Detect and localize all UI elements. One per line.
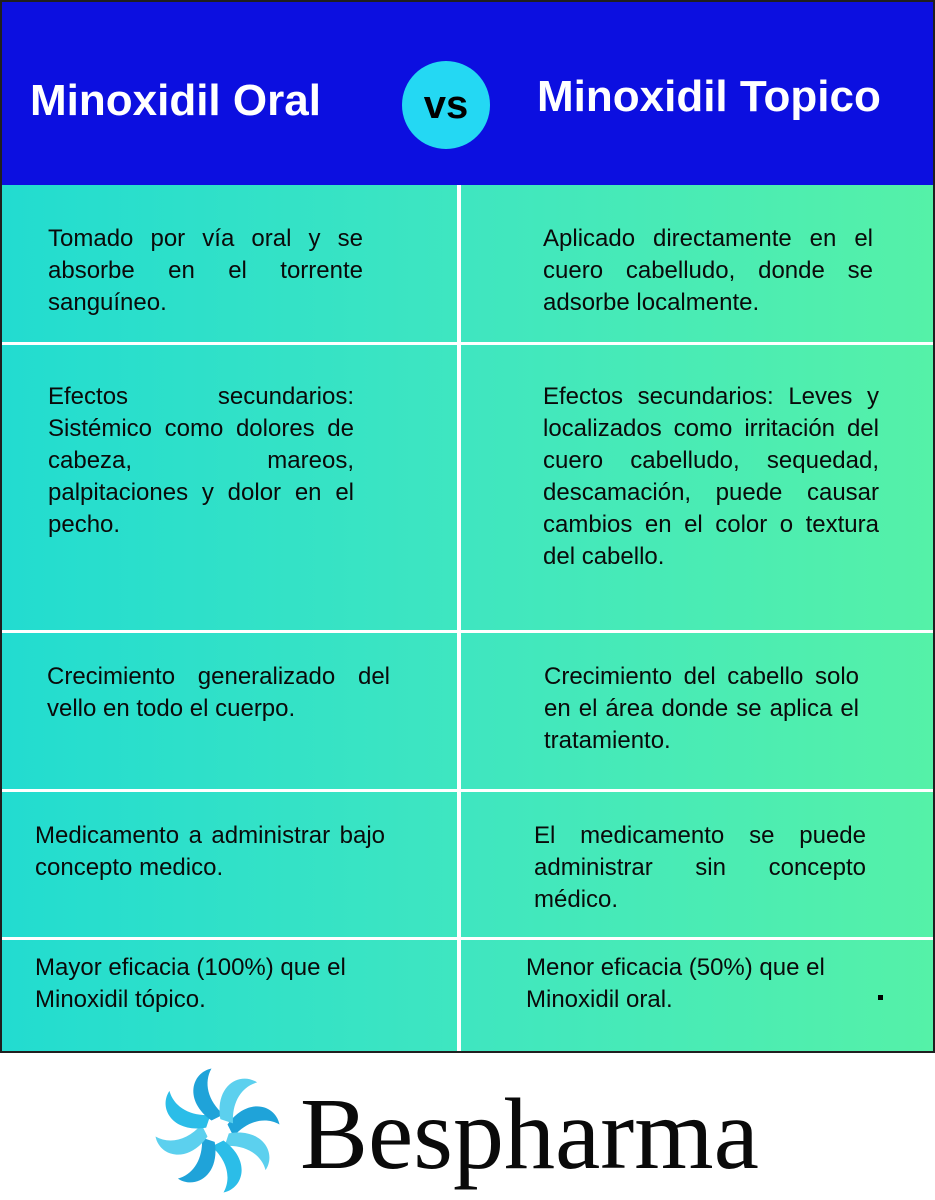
vs-badge: vs [402,61,490,149]
column-divider [457,185,461,1053]
topico-route-cell: Aplicado directamente en el cuero cabelludo, donde se adsorbe localmente. [543,225,873,316]
row-divider [2,789,933,792]
row-divider [2,937,933,940]
oral-route-cell: Tomado por vía oral y se absorbe en el torrente sanguíneo. [48,225,363,316]
logo-petal [212,1141,242,1193]
topico-title: Minoxidil Topico [537,72,881,121]
oral-side-effects-cell: Efectos secundarios: Sistémico como dolores de cabeza, mareos, palpitaciones y dolor en el pecho. [48,383,354,538]
topico-prescription-cell: El medicamento se puede administrar sin concepto médico. [534,822,866,913]
logo-petal [228,1106,280,1136]
swirl-petals-icon [150,1063,285,1198]
brand-name: Bespharma [300,1078,759,1191]
topico-side-effects-cell: Efectos secundarios: Leves y localizados como irritación del cuero cabelludo, sequedad, descamación, puede causar cambios en el color o textura del cabello. [543,383,879,570]
row-divider [2,342,933,345]
table-header [2,2,933,185]
stray-dot [878,995,883,1000]
logo-petal [193,1069,223,1121]
oral-prescription-cell: Medicamento a administrar bajo concepto medico. [35,822,385,881]
oral-growth-cell: Crecimiento generalizado del vello en todo el cuerpo. [47,663,390,722]
oral-efficacy-cell: Mayor eficacia (100%) que el Minoxidil tópico. [35,954,346,1013]
row-divider [2,630,933,633]
topico-growth-cell: Crecimiento del cabello solo en el área donde se aplica el tratamiento. [544,663,859,754]
oral-title: Minoxidil Oral [30,76,321,125]
topico-efficacy-cell: Menor eficacia (50%) que el Minoxidil oral. [526,954,825,1013]
logo-petal [156,1125,208,1155]
